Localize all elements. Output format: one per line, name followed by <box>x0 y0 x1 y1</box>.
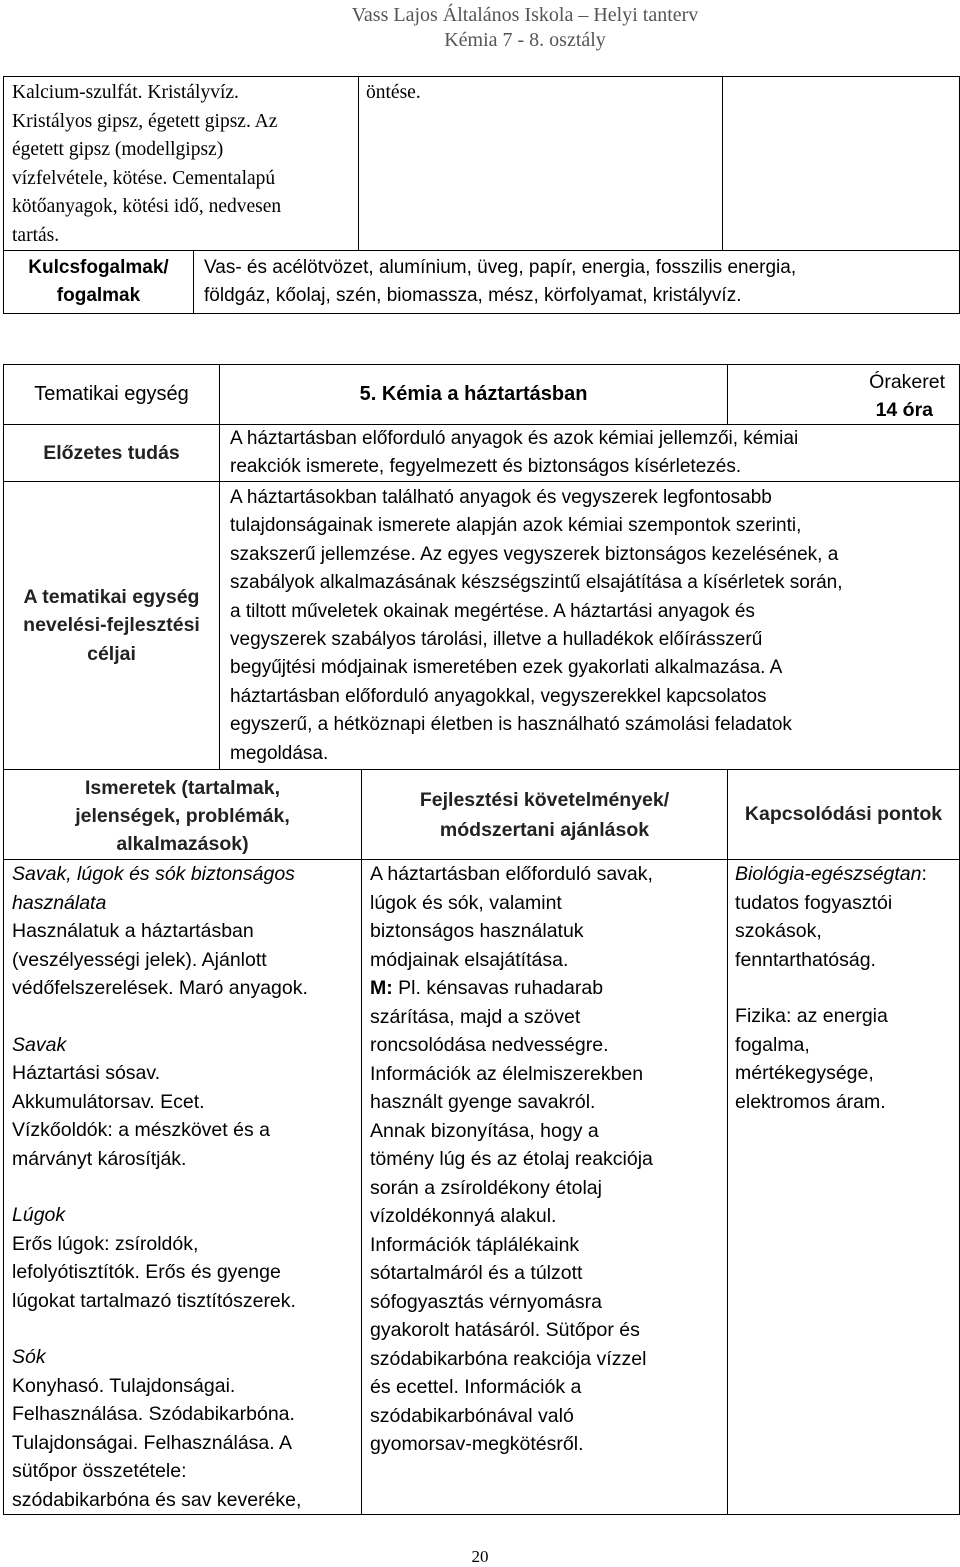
requirements-header: módszertani ajánlások <box>439 818 650 841</box>
requirements-line: módjainak elsajátítása. <box>370 948 569 971</box>
top-left-line: Kalcium-szulfát. Kristályvíz. <box>12 82 239 103</box>
top-left-line: tartás. <box>12 224 60 246</box>
requirements-line: gyakorolt hatásáról. Sütőpor és <box>370 1319 640 1341</box>
prior-knowledge-cell <box>220 425 960 482</box>
requirements-line: Információk az élelmiszerekben <box>370 1062 644 1085</box>
content-line: Felhasználása. Szódabikarbóna. <box>12 1403 295 1425</box>
content-line: Akkumulátorsav. Ecet. <box>12 1090 205 1113</box>
key-concepts-text: földgáz, kőolaj, szén, biomassza, mész, körfolyamat, kristályvíz. <box>204 285 742 306</box>
requirements-line: használt gyenge savakról. <box>370 1091 596 1113</box>
prior-knowledge-label-cell <box>4 425 220 482</box>
content-line: Konyhasó. Tulajdonságai. <box>12 1374 236 1397</box>
unit-label-cell <box>4 365 220 425</box>
top-left-line: Kristályos gipsz, égetett gipsz. Az <box>12 110 278 132</box>
key-concepts-label: Kulcsfogalmak/ <box>28 257 169 278</box>
links-line: fenntarthatóság. <box>735 948 876 971</box>
links-header-cell <box>728 770 960 860</box>
section-title-salts: Sók <box>12 1346 46 1368</box>
page-number: 20 <box>471 1547 489 1566</box>
requirements-line: Annak bizonyítása, hogy a <box>370 1119 599 1142</box>
key-concepts-cell <box>194 251 960 314</box>
top-table <box>3 76 960 314</box>
requirements-line: roncsolódása nedvességre. <box>370 1034 609 1056</box>
content-header-cell <box>4 770 362 860</box>
goals-text: egyszerű, a hétköznapi életben is használható számolási feladatok <box>230 714 792 736</box>
hours-label: Órakeret <box>869 371 946 393</box>
content-line: sütőpor összetétele: <box>12 1460 187 1482</box>
goals-text: háztartásban előforduló anyagokkal, vegyszerekkel kapcsolatos <box>230 685 767 707</box>
unit-table <box>3 364 960 1515</box>
goals-label: nevelési-fejlesztési <box>23 614 200 637</box>
content-line: márványt károsítják. <box>12 1147 187 1170</box>
requirements-line <box>370 974 721 1003</box>
section-title-safety: használata <box>12 891 107 914</box>
requirements-line: szárítása, majd a szövet <box>370 1005 581 1028</box>
header-school: Vass Lajos Általános Iskola – Helyi tanterv <box>351 4 699 26</box>
content-line: Háztartási sósav. <box>12 1062 161 1084</box>
unit-title: 5. Kémia a háztartásban <box>359 383 588 406</box>
key-concepts-label-cell <box>4 251 194 314</box>
goals-text: megoldása. <box>230 742 329 764</box>
page-header <box>0 3 960 53</box>
unit-label: Tematikai egység <box>34 382 189 405</box>
content-header: alkalmazások) <box>116 833 249 855</box>
goals-text: a tiltott műveletek okainak megértése. A háztartási anyagok és <box>230 600 755 622</box>
requirements-line: lúgok és sók, valamint <box>370 891 562 914</box>
key-concepts-text: Vas- és acélötvözet, alumínium, üveg, papír, energia, fosszilis energia, <box>204 257 797 278</box>
requirements-line: biztonságos használatuk <box>370 920 584 942</box>
requirements-line: során a zsíroldékony étolaj <box>370 1176 602 1199</box>
section-title-safety: Savak, lúgok és sók biztonságos <box>12 863 295 885</box>
goals-text: vegyszerek szabályos tárolási, illetve a hulladékok előírásszerű <box>230 629 763 651</box>
hours-value: 14 óra <box>875 399 934 421</box>
links-line: tudatos fogyasztói <box>735 891 893 914</box>
content-line: Használatuk a háztartásban <box>12 920 254 942</box>
content-header: jelenségek, problémák, <box>75 805 290 827</box>
goals-text: A háztartásokban található anyagok és vegyszerek legfontosabb <box>230 487 772 508</box>
requirements-line: A háztartásban előforduló savak, <box>370 863 653 885</box>
content-cell <box>4 860 362 1515</box>
goals-label: A tematikai egység <box>23 585 200 608</box>
goals-cell <box>220 482 960 770</box>
top-left-line: kötőanyagok, kötési idő, nedvesen <box>12 196 282 217</box>
content-header: Ismeretek (tartalmak, <box>84 777 281 799</box>
goals-text: szabályok alkalmazásának készségszintű elsajátítása a kísérletek során, <box>230 572 843 594</box>
content-line: szódabikarbóna és sav keveréke, <box>12 1488 302 1511</box>
method-text: Pl. kénsavas ruhadarab <box>392 977 604 999</box>
unit-title-cell <box>220 365 728 425</box>
prior-knowledge-label: Előzetes tudás <box>43 441 180 464</box>
link-biology-colon: : <box>921 863 927 885</box>
requirements-line: szódabikarbónával való <box>370 1404 574 1427</box>
requirements-line: vízoldékonnyá alakul. <box>370 1205 557 1227</box>
content-line: Vízkőoldók: a mészkövet és a <box>12 1119 270 1141</box>
content-line: (veszélyességi jelek). Ajánlott <box>12 948 267 971</box>
key-concepts-label: fogalmak <box>56 285 141 306</box>
goals-text: szakszerű jellemzése. Az egyes vegyszerek biztonságos kezelésének, a <box>230 543 839 565</box>
content-line: Erős lúgok: zsíroldók, <box>12 1232 199 1255</box>
requirements-header-cell <box>362 770 728 860</box>
top-left-line: vízfelvétele, kötése. Cementalapú <box>12 167 276 189</box>
links-cell <box>728 860 960 1515</box>
top-left-line: égetett gipsz (modellgipsz) <box>12 139 224 160</box>
hours-cell <box>728 365 960 425</box>
goals-label-cell <box>4 482 220 770</box>
content-line: védőfelszerelések. Maró anyagok. <box>12 977 308 999</box>
goals-text: begyűjtési módjainak ismeretében ezek gyakorlati alkalmazása. A <box>230 657 783 679</box>
requirements-line: sófogyasztás vérnyomásra <box>370 1290 602 1313</box>
links-header: Kapcsolódási pontok <box>744 803 943 826</box>
top-right-cell <box>723 77 960 251</box>
links-line: szokások, <box>735 920 822 942</box>
top-middle-text: öntése. <box>366 82 421 103</box>
requirements-line: Információk táplálékaink <box>370 1233 580 1256</box>
requirements-line: tömény lúg és az étolaj reakciója <box>370 1148 653 1170</box>
links-line: elektromos áram. <box>735 1090 886 1113</box>
section-title-acids: Savak <box>12 1033 67 1056</box>
prior-knowledge-text: reakciók ismerete, fegyelmezett és biztonságos kísérletezés. <box>230 456 742 477</box>
goals-text: tulajdonságainak ismerete alapján azok kémiai szempontok szerinti, <box>230 515 802 537</box>
link-biology-title <box>735 860 955 889</box>
requirements-cell <box>362 860 728 1515</box>
links-line: Fizika: az energia <box>735 1005 888 1027</box>
content-line: Tulajdonságai. Felhasználása. A <box>12 1431 293 1454</box>
link-biology-subject: Biológia-egészségtan <box>735 863 922 885</box>
goals-label: céljai <box>87 642 136 665</box>
section-title-bases: Lúgok <box>12 1204 66 1226</box>
requirements-line: sótartalmáról és a túlzott <box>370 1262 583 1284</box>
top-middle-cell <box>359 77 723 251</box>
content-line: lefolyótisztítók. Erős és gyenge <box>12 1261 281 1283</box>
links-line: fogalma, <box>735 1033 810 1056</box>
method-label: M: <box>370 977 393 999</box>
prior-knowledge-text: A háztartásban előforduló anyagok és azok kémiai jellemzői, kémiai <box>230 428 799 449</box>
content-line: lúgokat tartalmazó tisztítószerek. <box>12 1289 296 1312</box>
requirements-line: szódabikarbóna reakciója vízzel <box>370 1347 647 1370</box>
top-left-cell <box>4 77 359 251</box>
requirements-line: és ecettel. Információk a <box>370 1376 582 1398</box>
requirements-line: gyomorsav-megkötésről. <box>370 1433 584 1455</box>
requirements-header: Fejlesztési követelmények/ <box>419 788 670 811</box>
header-subject: Kémia 7 - 8. osztály <box>444 29 606 51</box>
links-line: mértékegysége, <box>735 1062 874 1084</box>
